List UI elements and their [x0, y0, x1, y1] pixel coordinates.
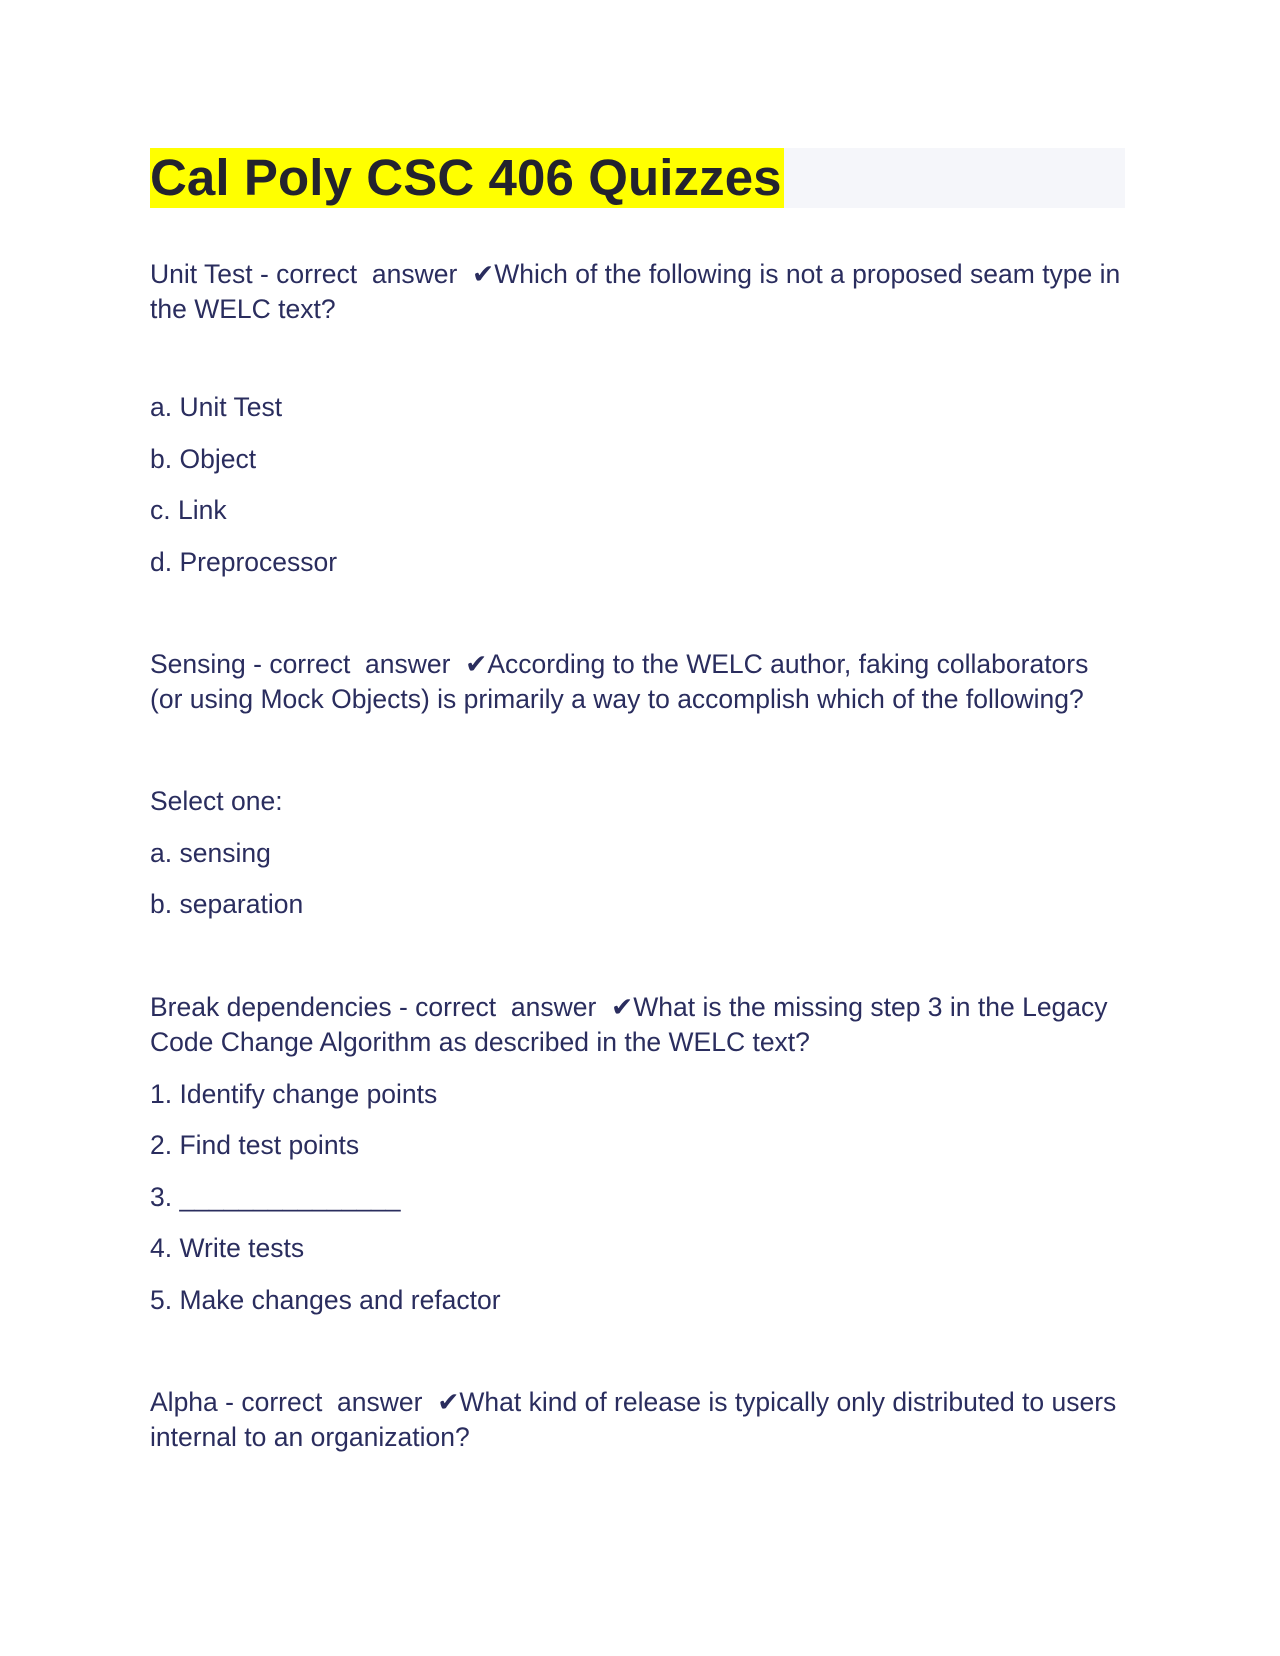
- step-item: 5. Make changes and refactor: [150, 1284, 501, 1315]
- answer-option: b. Object: [150, 443, 257, 474]
- question-block: [150, 1385, 1125, 1455]
- question-text: Sensing - correct answer ✔According to the WELC author, faking collaborators (or using Mock Objects) is primarily a way to accomplish which of the following?: [150, 649, 1096, 714]
- title-bar: [150, 148, 1125, 208]
- question-text: Alpha - correct answer ✔What kind of release is typically only distributed to users internal to an organization?: [150, 1387, 1124, 1452]
- page-title: Cal Poly CSC 406 Quizzes: [150, 149, 782, 206]
- answer-option: a. sensing: [150, 837, 271, 868]
- step-item: 3. _______________: [150, 1181, 401, 1212]
- answer-option: b. separation: [150, 889, 304, 919]
- answer-option: c. Link: [150, 495, 227, 525]
- question-text: Break dependencies - correct answer ✔What is the missing step 3 in the Legacy Code Change Algorithm as described in the WELC text?: [150, 991, 1115, 1057]
- step-item: 2. Find test points: [150, 1130, 360, 1160]
- step-item: 4. Write tests: [150, 1233, 305, 1263]
- answer-option: d. Preprocessor: [150, 546, 338, 577]
- question-block: [150, 257, 1128, 596]
- document-page: [150, 148, 1128, 1455]
- select-one-label: Select one:: [150, 786, 283, 816]
- question-block: [150, 647, 1125, 939]
- question-block: [150, 990, 1125, 1335]
- question-text: Unit Test - correct answer ✔Which of the following is not a proposed seam type in the WELC text?: [150, 259, 1128, 324]
- answer-option: a. Unit Test: [150, 392, 283, 422]
- step-item: 1. Identify change points: [150, 1078, 438, 1109]
